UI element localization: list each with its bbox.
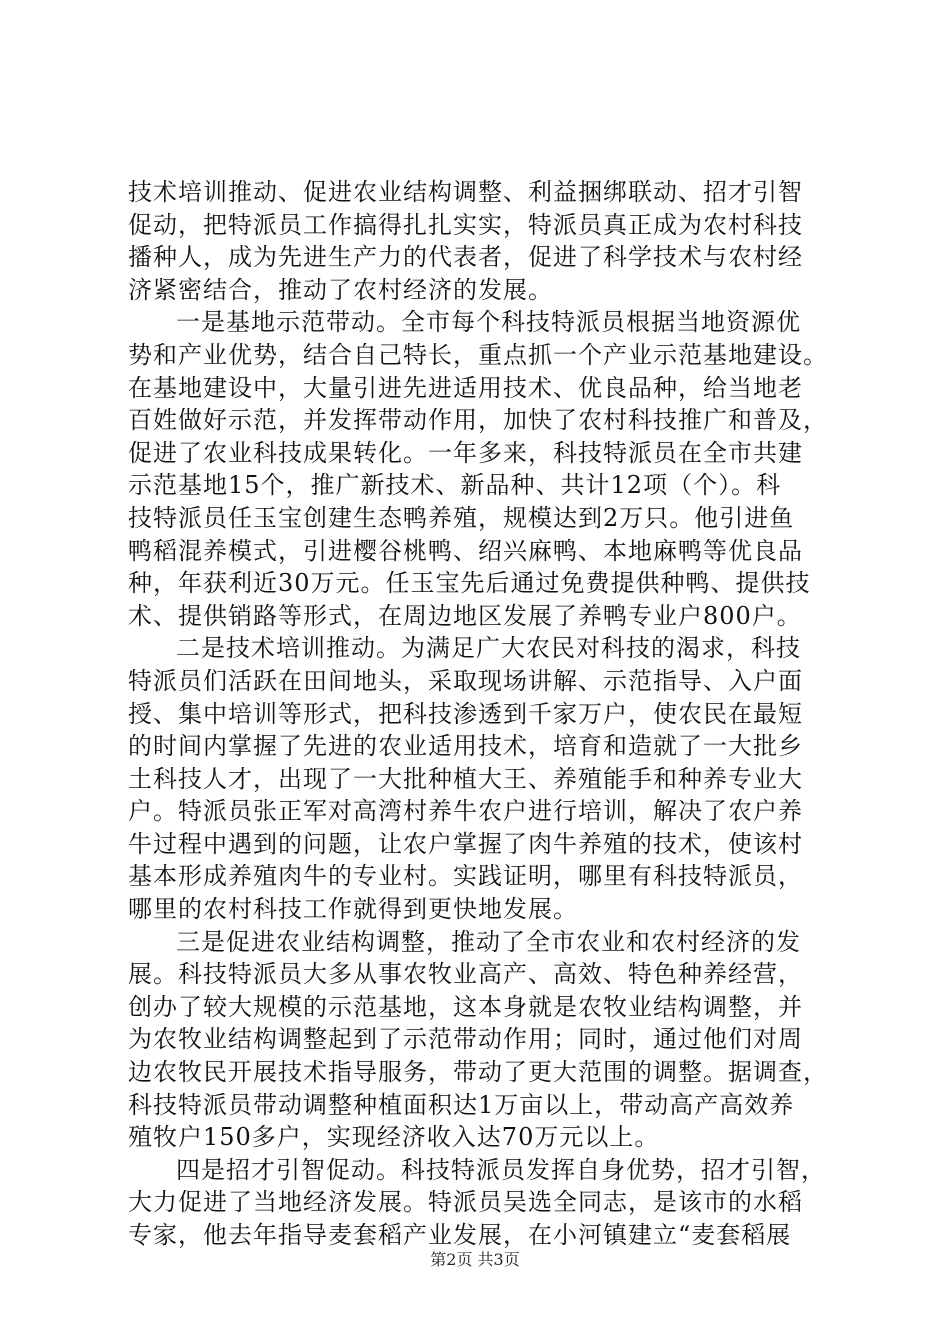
- text-line: 为农牧业结构调整起到了示范带动作用；同时，通过他们对周: [128, 1025, 803, 1054]
- text-line: 示范基地15个，推广新技术、新品种、共计12项（个）。科: [128, 471, 782, 500]
- text-line: 展。科技特派员大多从事农牧业高产、高效、特色种养经营，: [128, 960, 803, 989]
- text-line: 百姓做好示范，并发挥带动作用，加快了农村科技推广和普及，: [128, 406, 828, 435]
- page-footer: 第2页 共3页: [430, 1250, 520, 1269]
- paragraph-first-line: 三是促进农业结构调整，推动了全市农业和农村经济的发: [176, 927, 801, 956]
- text-line: 边农牧民开展技术指导服务，带动了更大范围的调整。据调查，: [128, 1058, 828, 1087]
- text-line: 特派员们活跃在田间地头，采取现场讲解、示范指导、入户面: [128, 666, 803, 695]
- paragraph-first-line: 四是招才引智促动。科技特派员发挥自身优势，招才引智，: [176, 1155, 826, 1184]
- document-body: [128, 176, 828, 1252]
- text-line: 的时间内掌握了先进的农业适用技术，培育和造就了一大批乡: [128, 732, 803, 761]
- paragraph-first-line: 二是技术培训推动。为满足广大农民对科技的渴求，科技: [176, 634, 801, 663]
- text-line: 大力促进了当地经济发展。特派员吴选全同志，是该市的水稻: [128, 1188, 803, 1217]
- text-line: 牛过程中遇到的问题，让农户掌握了肉牛养殖的技术，使该村: [128, 829, 803, 858]
- text-line: 势和产业优势，结合自己特长，重点抓一个产业示范基地建设。: [128, 340, 828, 369]
- text-line: 种，年获利近30万元。任玉宝先后通过免费提供种鸭、提供技: [128, 569, 811, 598]
- text-line: 促动，把特派员工作搞得扎扎实实，特派员真正成为农村科技: [128, 210, 803, 239]
- text-line: 促进了农业科技成果转化。一年多来，科技特派员在全市共建: [128, 438, 803, 467]
- text-line: 土科技人才，出现了一大批种植大王、养殖能手和种养专业大: [128, 764, 803, 793]
- text-line: 基本形成养殖肉牛的专业村。实践证明，哪里有科技特派员，: [128, 862, 803, 891]
- text-line: 术、提供销路等形式，在周边地区发展了养鸭专业户800户。: [128, 601, 802, 630]
- text-line: 技特派员任玉宝创建生态鸭养殖，规模达到2万只。他引进鱼: [128, 503, 795, 532]
- text-line: 创办了较大规模的示范基地，这本身就是农牧业结构调整，并: [128, 992, 803, 1021]
- text-line: 授、集中培训等形式，把科技渗透到千家万户，使农民在最短: [128, 699, 803, 728]
- paragraph-first-line: 一是基地示范带动。全市每个科技特派员根据当地资源优: [176, 308, 801, 337]
- text-line: 殖牧户150多户，实现经济收入达70万元以上。: [128, 1123, 660, 1152]
- text-line: 济紧密结合，推动了农村经济的发展。: [128, 275, 553, 304]
- text-line: 鸭稻混养模式，引进樱谷桃鸭、绍兴麻鸭、本地麻鸭等优良品: [128, 536, 803, 565]
- text-line: 户。特派员张正军对高湾村养牛农户进行培训，解决了农户养: [128, 797, 803, 826]
- text-line: 播种人，成为先进生产力的代表者，促进了科学技术与农村经: [128, 243, 803, 272]
- text-line: 科技特派员带动调整种植面积达1万亩以上，带动高产高效养: [128, 1090, 795, 1119]
- text-line: 专家，他去年指导麦套稻产业发展，在小河镇建立“麦套稻展: [128, 1221, 792, 1249]
- text-line: 技术培训推动、促进农业结构调整、利益捆绑联动、招才引智: [128, 178, 803, 206]
- text-line: 哪里的农村科技工作就得到更快地发展。: [128, 895, 578, 924]
- text-line: 在基地建设中，大量引进先进适用技术、优良品种，给当地老: [128, 373, 803, 402]
